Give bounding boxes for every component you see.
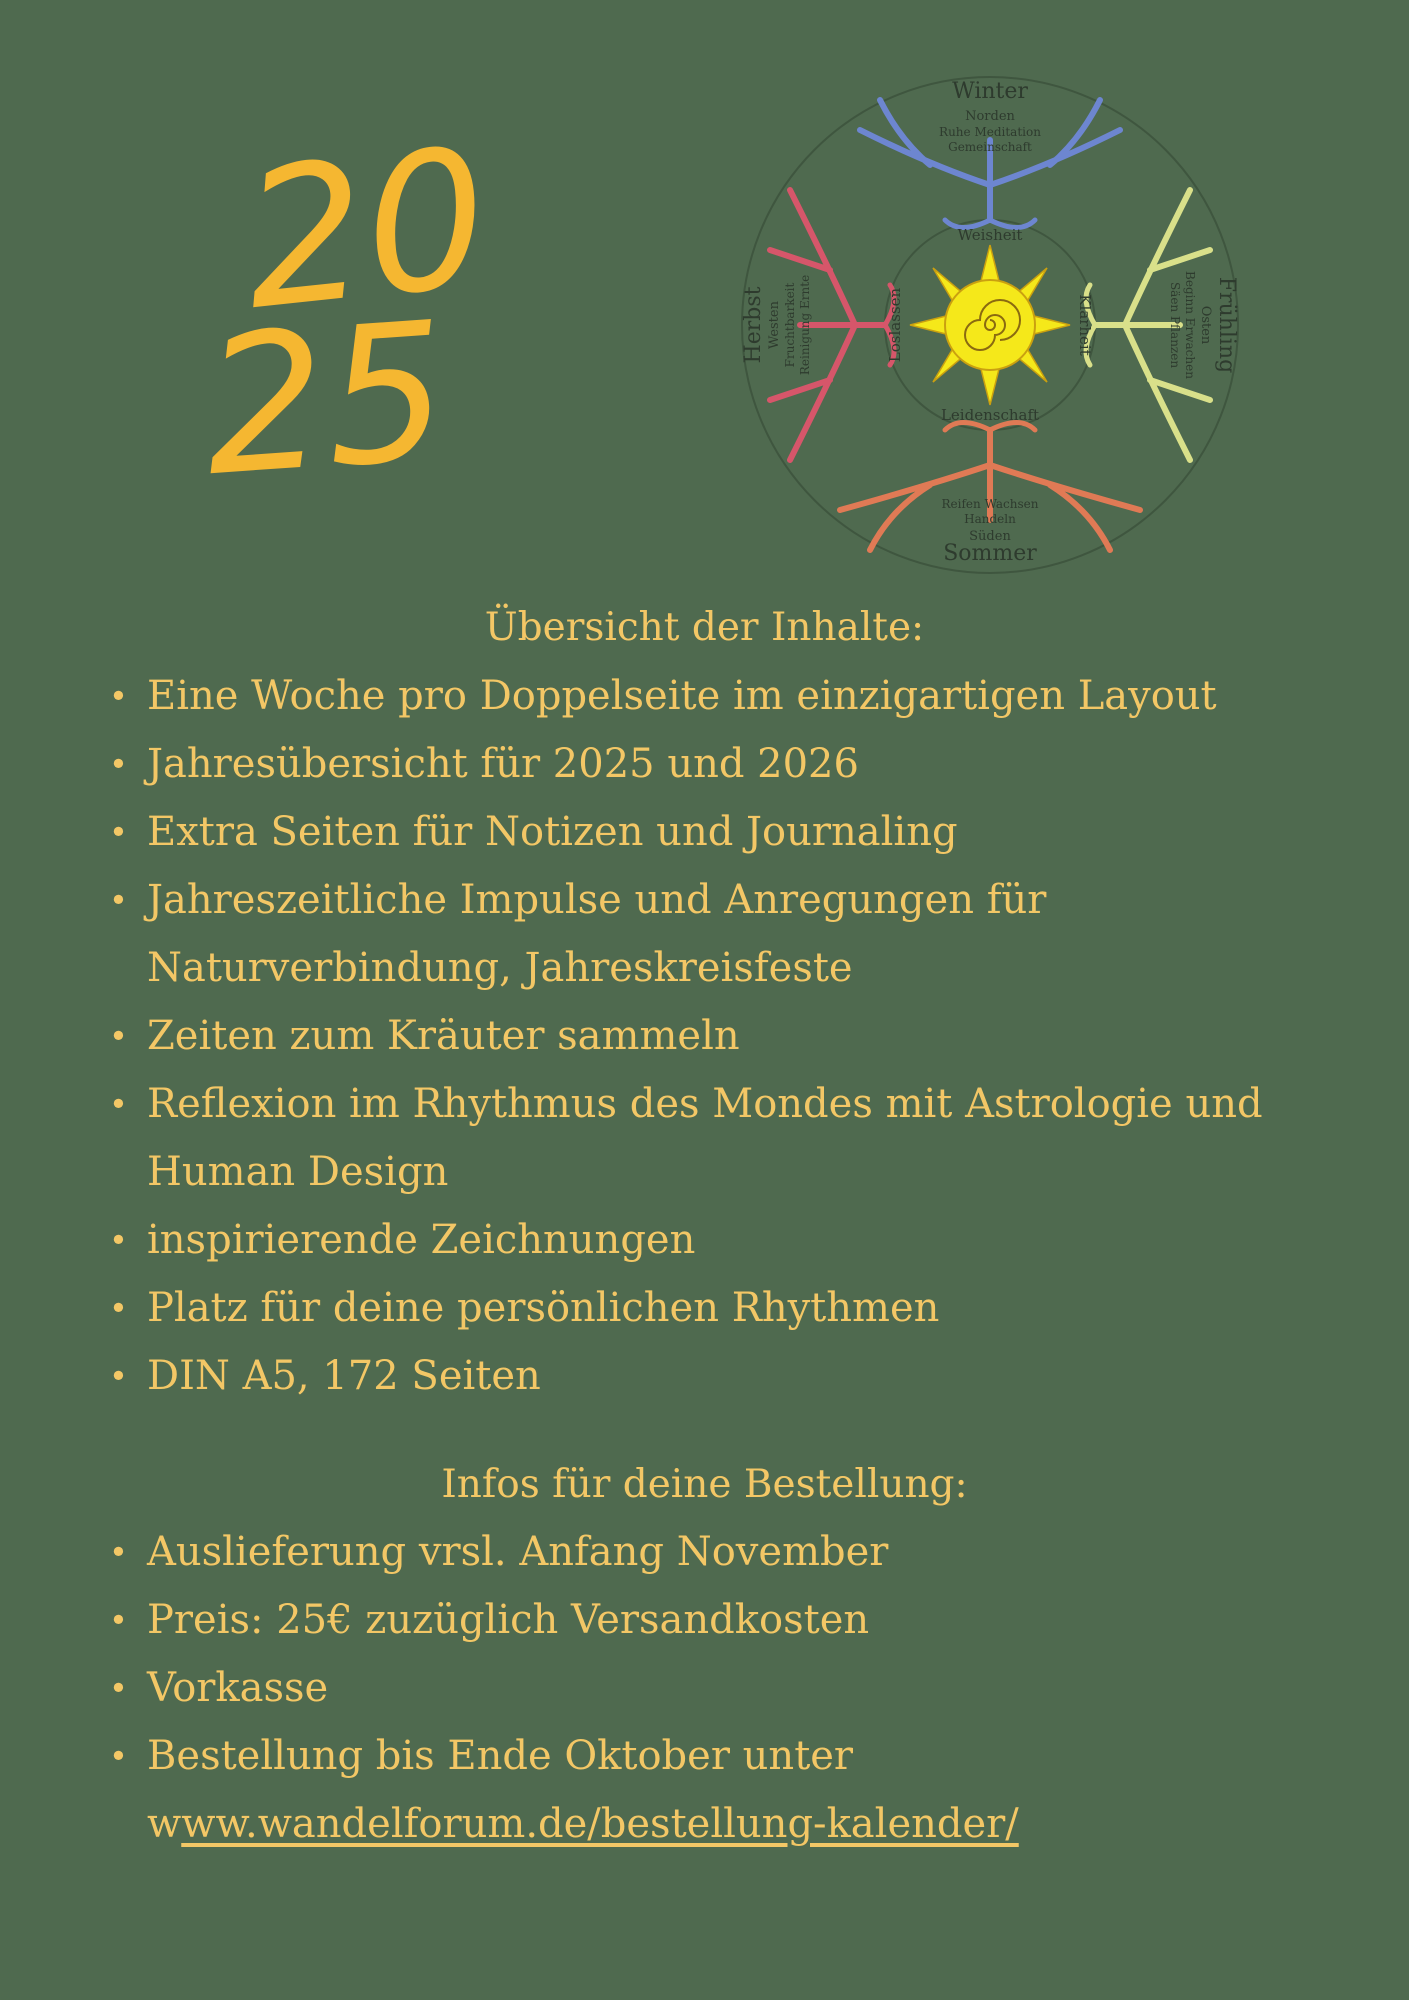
- list-item: • Eine Woche pro Doppelseite im einzigartigen Layout: [105, 662, 1345, 730]
- winter-line-2: Gemeinschaft: [948, 140, 1032, 154]
- winter-label: Winter: [952, 79, 1028, 104]
- list-item: • Platz für deine persönlichen Rhythmen: [105, 1274, 1345, 1342]
- year-title: [197, 106, 498, 519]
- order-link-line: [105, 1790, 1345, 1858]
- spring-label: Frühling: [1214, 276, 1239, 374]
- winter-quality: Weisheit: [957, 226, 1023, 244]
- season-wheel-illustration: [730, 70, 1250, 580]
- list-item: • Jahreszeitliche Impulse und Anregungen für: [105, 866, 1345, 934]
- list-item-continuation: Naturverbindung, Jahreskreisfeste: [147, 945, 853, 991]
- list-item: • Auslieferung vrsl. Anfang November: [105, 1518, 1345, 1586]
- autumn-label: Herbst: [741, 286, 766, 364]
- sun-icon: [910, 245, 1070, 405]
- list-item: • DIN A5, 172 Seiten: [105, 1342, 1345, 1410]
- winter-line-1: Ruhe Meditation: [939, 125, 1041, 139]
- autumn-quality: Loslassen: [886, 287, 904, 363]
- season-wheel-svg: [730, 70, 1250, 580]
- summer-line-1: Reifen Wachsen: [941, 497, 1039, 511]
- spring-quality: Klarheit: [1076, 294, 1094, 356]
- list-item: • Preis: 25€ zuzüglich Versandkosten: [105, 1586, 1345, 1654]
- spring-direction: Osten: [1198, 305, 1213, 345]
- contents-list: [105, 662, 1345, 1410]
- order-list: [105, 1518, 1345, 1858]
- spring-line-1: Beginn Erwachen: [1183, 271, 1197, 379]
- order-link-prefix: w: [147, 1801, 182, 1847]
- list-item: • Vorkasse: [105, 1654, 1345, 1722]
- list-item: • Reflexion im Rhythmus des Mondes mit Astrologie und: [105, 1070, 1345, 1138]
- list-item: • Zeiten zum Kräuter sammeln: [105, 1002, 1345, 1070]
- autumn-line-2: Reinigung Ernte: [798, 274, 812, 376]
- autumn-line-1: Fruchtbarkeit: [783, 282, 797, 368]
- spring-line-2: Säen Pflanzen: [1168, 281, 1182, 369]
- list-item: • inspirierende Zeichnungen: [105, 1206, 1345, 1274]
- year-line-2: 25: [197, 280, 455, 519]
- summer-quality: Leidenschaft: [940, 406, 1040, 424]
- summer-direction: Süden: [969, 529, 1011, 544]
- list-item: • Extra Seiten für Notizen und Journaling: [105, 798, 1345, 866]
- list-item: • Bestellung bis Ende Oktober unter: [105, 1722, 1345, 1790]
- order-title: Infos für deine Bestellung:: [441, 1462, 968, 1507]
- summer-line-2: Handeln: [964, 512, 1016, 526]
- list-item: • Jahresübersicht für 2025 und 2026: [105, 730, 1345, 798]
- list-item-continuation: Human Design: [147, 1149, 449, 1195]
- winter-direction: Norden: [965, 109, 1015, 124]
- summer-label: Sommer: [943, 541, 1037, 566]
- order-link[interactable]: ww.wandelforum.de/bestellung-kalender/: [181, 1801, 1019, 1847]
- contents-title: Übersicht der Inhalte:: [484, 605, 925, 650]
- year-line-1: 20: [234, 106, 498, 353]
- autumn-direction: Westen: [767, 301, 782, 349]
